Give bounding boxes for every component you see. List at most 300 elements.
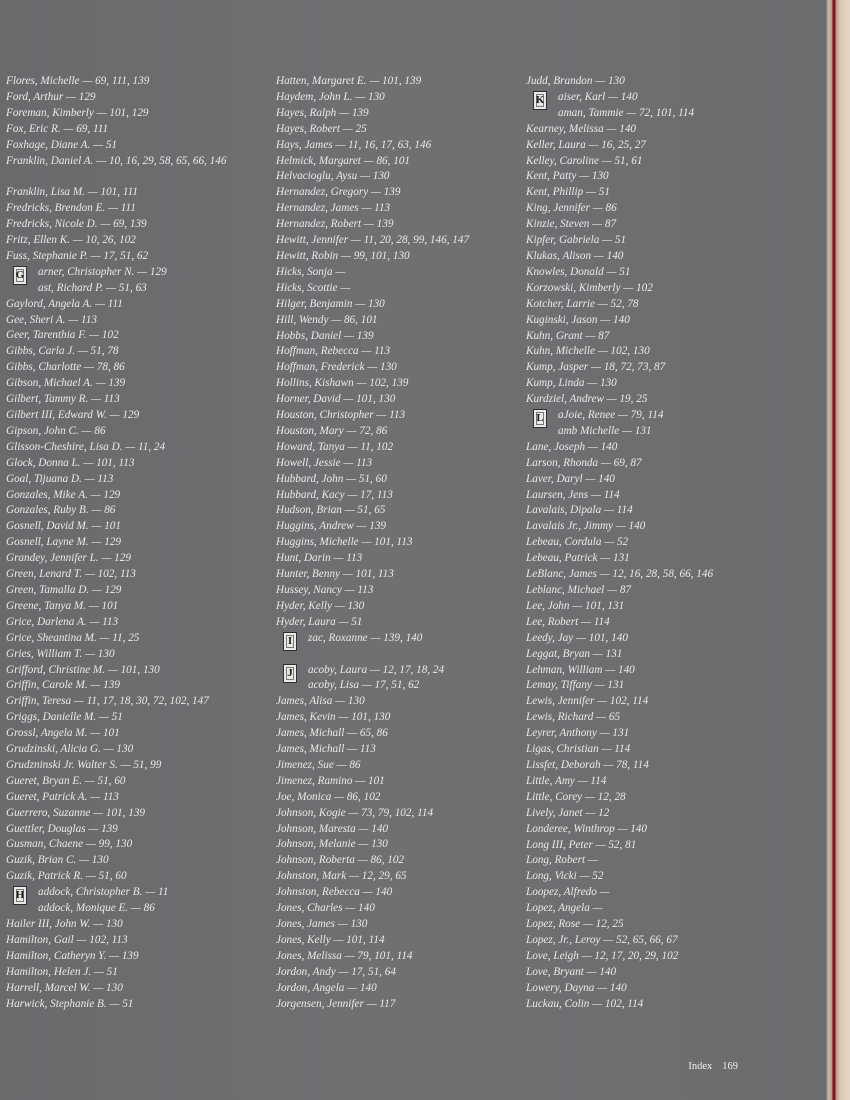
index-entry-text: Hyder, Laura — 51 (276, 615, 363, 628)
index-entry (276, 774, 514, 790)
index-entry (6, 678, 258, 694)
index-entry (276, 519, 514, 535)
index-entry (276, 313, 514, 329)
index-entry-text: Gries, William T. — 130 (6, 647, 115, 660)
index-entry (6, 201, 258, 217)
index-entry-text: Hamilton, Helen J. — 51 (6, 965, 118, 978)
index-entry (276, 933, 514, 949)
index-entry-text: Johnson, Maresta — 140 (276, 822, 389, 835)
index-entry-text: Glisson-Cheshire, Lisa D. — 11, 24 (6, 440, 166, 453)
index-entry (526, 169, 766, 185)
index-entry (276, 440, 514, 456)
index-entry-text: Harrell, Marcel W. — 130 (6, 981, 123, 994)
index-entry (276, 217, 514, 233)
index-entry (526, 949, 766, 965)
index-entry (6, 440, 258, 456)
index-entry-text: Kuhn, Michelle — 102, 130 (526, 345, 650, 358)
index-entry-text: Howell, Jessie — 113 (276, 456, 373, 469)
index-entry (6, 933, 258, 949)
index-entry-text: Hernandez, Gregory — 139 (276, 186, 401, 199)
index-entry-text: Gipson, John C. — 86 (6, 424, 106, 437)
index-entry (276, 663, 514, 679)
index-entry (276, 901, 514, 917)
index-entry (276, 376, 514, 392)
index-entry (526, 838, 766, 854)
index-entry-text: Fredricks, Brendon E. — 111 (6, 202, 136, 215)
index-entry (526, 615, 766, 631)
index-entry-text: amb Michelle — 131 (558, 424, 652, 437)
index-entry (526, 758, 766, 774)
index-entry-text: Glock, Donna L. — 101, 113 (6, 456, 135, 469)
index-entry (526, 201, 766, 217)
index-entry (6, 488, 258, 504)
book-spine-edge (826, 0, 850, 1100)
index-entry (526, 710, 766, 726)
index-entry-text: Grossl, Angela M. — 101 (6, 727, 120, 740)
index-entry-text: Fuss, Stephanie P. — 17, 51, 62 (6, 249, 149, 262)
index-entry-text: Klukas, Alison — 140 (526, 249, 624, 262)
index-entry-text: Hill, Wendy — 86, 101 (276, 313, 378, 326)
index-entry (276, 631, 514, 663)
index-entry (6, 758, 258, 774)
index-entry (526, 281, 766, 297)
index-entry (6, 822, 258, 838)
index-entry-text: Laver, Daryl — 140 (526, 472, 615, 485)
index-entry (276, 790, 514, 806)
index-entry (276, 949, 514, 965)
section-initial-letter: J (283, 664, 297, 683)
index-entry-text: Hudson, Brian — 51, 65 (276, 504, 386, 517)
index-entry-text: Hubbard, Kacy — 17, 113 (276, 488, 393, 501)
index-entry-text: Kelley, Caroline — 51, 61 (526, 154, 643, 167)
index-entry-text: Horner, David — 101, 130 (276, 393, 396, 406)
index-entry (6, 742, 258, 758)
index-entry (6, 615, 258, 631)
index-entry-text: Kuhn, Grant — 87 (526, 329, 610, 342)
index-entry (276, 456, 514, 472)
index-entry (276, 360, 514, 376)
index-entry (526, 265, 766, 281)
index-entry (6, 74, 258, 90)
index-entry (276, 138, 514, 154)
index-entry-text: Luckau, Colin — 102, 114 (526, 997, 644, 1010)
index-entry-text: Judd, Brandon — 130 (526, 75, 625, 87)
index-entry-text: Haydem, John L. — 130 (276, 90, 385, 103)
index-entry (526, 853, 766, 869)
index-entry (526, 503, 766, 519)
index-entry (526, 408, 766, 424)
index-entry-text: King, Jennifer — 86 (526, 202, 617, 215)
index-entry (276, 392, 514, 408)
index-entry (6, 837, 258, 853)
index-entry (276, 297, 514, 313)
index-entry-text: James, Kevin — 101, 130 (276, 711, 391, 724)
index-entry-text: Keller, Laura — 16, 25, 27 (526, 138, 646, 151)
index-entry (526, 106, 766, 122)
index-entry (6, 774, 258, 790)
index-entry-text: Huggins, Andrew — 139 (276, 520, 387, 533)
index-entry (526, 217, 766, 233)
index-entry-text: Loopez, Alfredo — (526, 886, 610, 899)
index-entry-text: Griffin, Carole M. — 139 (6, 679, 120, 692)
index-entry-text: Hoffman, Rebecca — 113 (276, 345, 391, 358)
page-number: 169 (722, 1061, 738, 1072)
index-entry-text: Joe, Monica — 86, 102 (276, 790, 381, 803)
index-entry (276, 122, 514, 138)
index-entry-text: Hatten, Margaret E. — 101, 139 (276, 75, 422, 87)
index-entry-text: Leblanc, Michael — 87 (526, 584, 632, 596)
index-entry-text: Grice, Sheantina M. — 11, 25 (6, 631, 140, 644)
index-entry-text: Hamilton, Catheryn Y. — 139 (6, 949, 139, 962)
index-entry (6, 710, 258, 726)
index-entry-text: Grifford, Christine M. — 101, 130 (6, 663, 160, 676)
index-entry (6, 344, 258, 360)
index-entry (276, 567, 514, 583)
index-entry-text: Jones, Melissa — 79, 101, 114 (276, 949, 413, 962)
index-entry (526, 583, 766, 599)
index-entry-text: Guerrero, Suzanne — 101, 139 (6, 806, 146, 819)
index-entry (6, 806, 258, 822)
index-entry (276, 74, 514, 90)
index-entry-text: Long, Vicki — 52 (526, 870, 604, 883)
index-entry-text: acoby, Laura — 12, 17, 18, 24 (308, 663, 445, 676)
index-entry-text: Gonzales, Mike A. — 129 (6, 488, 121, 501)
index-entry (276, 154, 514, 170)
index-entry-text: Kuginski, Jason — 140 (526, 313, 630, 326)
index-entry-text: Foxhage, Diane A. — 51 (6, 138, 118, 151)
index-entry (6, 249, 258, 265)
index-entry-text: Hernandez, James — 113 (276, 202, 391, 215)
index-entry (6, 981, 258, 997)
index-entry-text: Kump, Jasper — 18, 72, 73, 87 (526, 361, 666, 374)
index-entry-text: Lee, John — 101, 131 (526, 599, 625, 612)
index-entry-text: Griggs, Danielle M. — 51 (6, 711, 123, 724)
index-entry (276, 678, 514, 694)
index-entry (526, 933, 766, 949)
index-entry-text: Jorgensen, Jennifer — 117 (276, 997, 396, 1010)
index-entry-text: addock, Christopher B. — 11 (38, 886, 169, 899)
index-entry (526, 122, 766, 138)
index-entry-text: Lively, Janet — 12 (526, 806, 610, 819)
index-entry-text: James, Alisa — 130 (276, 695, 365, 708)
index-entry (526, 774, 766, 790)
index-entry (276, 869, 514, 885)
index-entry-text: Grudzinski, Alicia G. — 130 (6, 743, 134, 756)
index-entry (6, 424, 258, 440)
index-entry (526, 647, 766, 663)
index-entry-text: Love, Leigh — 12, 17, 20, 29, 102 (526, 949, 679, 962)
index-entry-text: Kotcher, Larrie — 52, 78 (526, 297, 639, 310)
index-entry (6, 869, 258, 885)
index-entry (526, 663, 766, 679)
index-entry-text: Jones, James — 130 (276, 918, 368, 931)
index-entry-text: Lopez, Rose — 12, 25 (526, 918, 624, 931)
index-entry (6, 965, 258, 981)
index-entry-text: zac, Roxanne — 139, 140 (308, 631, 423, 644)
index-entry (276, 917, 514, 933)
index-entry-text: Flores, Michelle — 69, 111, 139 (6, 75, 150, 87)
index-entry-text: Lowery, Dayna — 140 (526, 981, 627, 994)
index-entry-text: Laursen, Jens — 114 (526, 488, 620, 501)
index-entry-text: Kinzie, Steven — 87 (526, 218, 617, 231)
index-entry-text: Helmick, Margaret — 86, 101 (276, 154, 411, 167)
index-entry-text: LeBlanc, James — 12, 16, 28, 58, 66, 146 (526, 568, 714, 581)
index-entry-text: Hussey, Nancy — 113 (276, 584, 374, 596)
index-entry (276, 615, 514, 631)
index-entry (6, 519, 258, 535)
index-entry-text: Hamilton, Gail — 102, 113 (6, 933, 128, 946)
index-entry (526, 726, 766, 742)
index-entry-text: Jordon, Angela — 140 (276, 981, 377, 994)
index-entry-text: Korzowski, Kimberly — 102 (526, 281, 653, 294)
index-entry (526, 885, 766, 901)
index-entry (276, 981, 514, 997)
index-entry-text: Kipfer, Gabriela — 51 (526, 234, 627, 247)
section-initial-letter: I (283, 632, 297, 651)
index-entry-text: Lopez, Angela — (526, 902, 603, 915)
index-column-3 (526, 74, 766, 1012)
index-entry (6, 535, 258, 551)
index-entry (6, 408, 258, 424)
index-entry (276, 106, 514, 122)
index-entry-text: Foreman, Kimberly — 101, 129 (6, 106, 149, 119)
index-column-1 (6, 74, 258, 1012)
index-entry (526, 249, 766, 265)
index-entry (6, 583, 258, 599)
index-entry (526, 456, 766, 472)
index-entry-text: Love, Bryant — 140 (526, 965, 617, 978)
index-entry-text: Leggat, Bryan — 131 (526, 647, 623, 660)
index-entry-text: Hewitt, Robin — 99, 101, 130 (276, 249, 410, 262)
index-entry-text: Green, Tamalla D. — 129 (6, 583, 122, 596)
index-entry-text: Hunter, Benny — 101, 113 (276, 568, 394, 581)
index-entry-text: Franklin, Lisa M. — 101, 111 (6, 186, 138, 199)
index-entry-text: Gibson, Michael A. — 139 (6, 377, 126, 390)
index-entry (6, 456, 258, 472)
index-entry-text: Grice, Darlena A. — 113 (6, 615, 119, 628)
index-entry (526, 965, 766, 981)
index-entry-text: Kump, Linda — 130 (526, 377, 617, 390)
index-entry (6, 185, 258, 201)
index-entry-text: Johnson, Melanie — 130 (276, 838, 388, 851)
index-entry-text: acoby, Lisa — 17, 51, 62 (308, 679, 420, 692)
index-entry-text: Lewis, Richard — 65 (526, 711, 621, 724)
index-entry-text: Hollins, Kishawn — 102, 139 (276, 377, 409, 390)
index-entry-text: Geer, Tarenthia F. — 102 (6, 329, 119, 342)
footer-label: Index (688, 1061, 713, 1072)
index-entry-text: Helvacioglu, Aysu — 130 (276, 170, 390, 183)
section-initial-letter: G (13, 266, 27, 285)
index-entry-text: Lane, Joseph — 140 (526, 440, 618, 453)
index-entry-text: Hoffman, Frederick — 130 (276, 361, 397, 374)
index-entry (6, 106, 258, 122)
index-entry-text: Lebeau, Cordula — 52 (526, 536, 629, 549)
index-entry-text: Gilbert, Tammy R. — 113 (6, 393, 120, 406)
index-entry (6, 297, 258, 313)
index-entry-text: addock, Monique E. — 86 (38, 902, 155, 915)
index-entry-text: aman, Tammie — 72, 101, 114 (558, 106, 695, 119)
index-entry (6, 392, 258, 408)
index-entry (6, 122, 258, 138)
index-entry-text: Johnston, Rebecca — 140 (276, 886, 393, 899)
index-entry (6, 885, 258, 901)
index-entry (276, 185, 514, 201)
index-entry (526, 599, 766, 615)
page-footer (678, 1061, 738, 1072)
index-entry (6, 997, 258, 1013)
index-entry-text: Lissfet, Deborah — 78, 114 (526, 758, 649, 771)
index-entry-text: Little, Amy — 114 (526, 774, 607, 787)
index-entry-text: Long, Robert — (526, 854, 598, 867)
index-entry (276, 758, 514, 774)
index-entry (276, 694, 514, 710)
index-entry-text: Franklin, Daniel A. — 10, 16, 29, 58, 65, 66, 146 (6, 154, 227, 167)
index-entry (526, 344, 766, 360)
index-entry-text: Jimenez, Sue — 86 (276, 758, 361, 771)
index-entry (276, 551, 514, 567)
index-entry-text: Gilbert III, Edward W. — 129 (6, 409, 140, 422)
index-entry (276, 583, 514, 599)
section-initial-letter: L (533, 409, 547, 428)
index-entry (6, 376, 258, 392)
index-entry (526, 297, 766, 313)
index-entry (6, 949, 258, 965)
index-entry-text: Hailer III, John W. — 130 (6, 918, 123, 931)
index-entry (276, 503, 514, 519)
index-entry (526, 997, 766, 1013)
index-entry-text: Gibbs, Carla J. — 51, 78 (6, 345, 119, 358)
index-entry-text: Kearney, Melissa — 140 (526, 122, 637, 135)
index-entry-text: Kent, Patty — 130 (526, 170, 609, 183)
index-entry (526, 822, 766, 838)
index-entry-text: Hewitt, Jennifer — 11, 20, 28, 99, 146, 147 (276, 234, 470, 247)
index-entry (6, 503, 258, 519)
index-entry-text: Kurdziel, Andrew — 19, 25 (526, 393, 648, 406)
index-entry (276, 726, 514, 742)
index-entry (276, 822, 514, 838)
index-entry-text: Long III, Peter — 52, 81 (526, 838, 637, 851)
index-entry (526, 535, 766, 551)
index-entry (6, 901, 258, 917)
index-entry (526, 694, 766, 710)
index-entry (6, 360, 258, 376)
index-entry-text: Gueret, Bryan E. — 51, 60 (6, 774, 126, 787)
index-entry (6, 663, 258, 679)
index-entry (276, 201, 514, 217)
index-entry-text: Jimenez, Ramino — 101 (276, 774, 385, 787)
index-entry-text: James, Michall — 65, 86 (276, 727, 388, 740)
index-entry-text: Gee, Sheri A. — 113 (6, 313, 97, 326)
index-entry-text: Hayes, Ralph — 139 (276, 106, 369, 119)
index-entry-text: Hernandez, Robert — 139 (276, 218, 394, 231)
index-entry (276, 265, 514, 281)
index-entry (526, 376, 766, 392)
index-entry (526, 74, 766, 90)
index-entry (276, 710, 514, 726)
index-entry (6, 90, 258, 106)
section-initial-letter: H (13, 886, 27, 905)
index-entry-text: Gibbs, Charlotte — 78, 86 (6, 361, 125, 374)
index-entry (276, 233, 514, 249)
index-entry-text: Guzik, Brian C. — 130 (6, 854, 109, 867)
index-entry-text: Grandey, Jennifer L. — 129 (6, 552, 131, 565)
index-entry-text: Greene, Tanya M. — 101 (6, 599, 119, 612)
index-entry (526, 154, 766, 170)
index-entry-text: Hays, James — 11, 16, 17, 63, 146 (276, 138, 432, 151)
index-entry (6, 694, 258, 710)
index-entry-text: Hayes, Robert — 25 (276, 122, 367, 135)
index-entry (6, 599, 258, 615)
index-entry-text: Hunt, Darin — 113 (276, 552, 363, 565)
index-entry (526, 90, 766, 106)
index-entry (6, 790, 258, 806)
index-entry-text: Lebeau, Patrick — 131 (526, 552, 630, 565)
index-entry-text: Fox, Eric R. — 69, 111 (6, 122, 109, 135)
index-entry (276, 281, 514, 297)
index-entry (526, 360, 766, 376)
index-entry-text: Leedy, Jay — 101, 140 (526, 631, 628, 644)
index-entry (526, 917, 766, 933)
index-entry-text: Guettler, Douglas — 139 (6, 822, 118, 835)
index-entry-text: Hicks, Sonja — (276, 265, 346, 278)
index-entry-text: Huggins, Michelle — 101, 113 (276, 536, 413, 549)
index-entry (6, 233, 258, 249)
index-entry (526, 790, 766, 806)
index-entry-text: Harwick, Stephanie B. — 51 (6, 997, 134, 1010)
index-entry-text: Fredricks, Nicole D. — 69, 139 (6, 218, 147, 231)
index-entry (6, 281, 258, 297)
index-entry-text: Grudzninski Jr. Walter S. — 51, 99 (6, 758, 162, 771)
index-entry-text: Guzik, Patrick R. — 51, 60 (6, 870, 127, 883)
index-entry-text: Hicks, Scottie — (276, 281, 351, 294)
index-entry-text: Hyder, Kelly — 130 (276, 599, 365, 612)
index-entry (276, 472, 514, 488)
index-entry (276, 837, 514, 853)
index-entry (276, 329, 514, 345)
index-entry-text: Knowles, Donald — 51 (526, 265, 631, 278)
index-entry (276, 488, 514, 504)
index-entry-text: Johnston, Mark — 12, 29, 65 (276, 870, 407, 883)
index-entry (276, 535, 514, 551)
index-entry (526, 233, 766, 249)
index-entry (6, 631, 258, 647)
index-entry-text: Kent, Phillip — 51 (526, 186, 610, 199)
index-entry (6, 217, 258, 233)
index-entry-text: Larson, Rhonda — 69, 87 (526, 456, 642, 469)
index-entry (526, 488, 766, 504)
index-entry-text: Gosnell, David M. — 101 (6, 520, 121, 533)
index-entry-text: Ligas, Christian — 114 (526, 743, 631, 756)
index-entry-text: aJoie, Renee — 79, 114 (558, 409, 664, 422)
index-entry-text: aiser, Karl — 140 (558, 90, 638, 103)
index-column-2 (276, 74, 514, 1012)
index-entry (276, 344, 514, 360)
index-entry-text: Jordon, Andy — 17, 51, 64 (276, 965, 396, 978)
section-initial-letter: K (533, 91, 547, 110)
index-entry (526, 138, 766, 154)
index-entry-text: Lemay, Tiffany — 131 (526, 679, 625, 692)
index-entry-text: Little, Corey — 12, 28 (526, 790, 626, 803)
index-entry-text: Fritz, Ellen K. — 10, 26, 102 (6, 234, 136, 247)
index-entry (526, 806, 766, 822)
index-entry (276, 408, 514, 424)
index-entry (6, 313, 258, 329)
index-entry-text: Jones, Charles — 140 (276, 902, 375, 915)
index-entry-text: James, Michall — 113 (276, 743, 376, 756)
index-entry (526, 472, 766, 488)
index-entry (6, 138, 258, 154)
index-entry-text: Lehman, William — 140 (526, 663, 635, 676)
